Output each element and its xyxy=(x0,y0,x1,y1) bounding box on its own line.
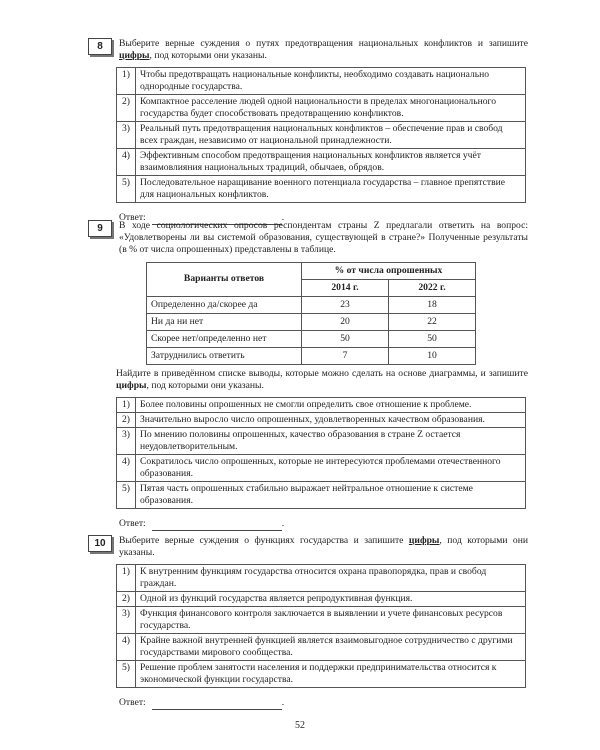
option-row: 5) Пятая часть опрошенных стабильно выражает нейтральное отношение к системе образования. xyxy=(117,481,526,508)
option-row: 1) Более половины опрошенных не смогли определить свое отношение к проблеме. xyxy=(117,397,526,412)
answer-field[interactable] xyxy=(152,697,282,710)
option-row: 1) Чтобы предотвращать национальные конфликты, необходимо создавать национально однородные государства. xyxy=(117,67,526,94)
year-2014: 2014 г. xyxy=(302,279,389,296)
option-row: 4) Эффективным способом предотвращения национальных конфликтов является учёт взаимовлияния национальных традиций, обычаев, обрядов. xyxy=(117,148,526,175)
task-9 xyxy=(88,220,528,531)
option-row: 2) Значительно выросло число опрошенных, удовлетворенных качеством образования. xyxy=(117,412,526,427)
option-row: 2) Одной из функций государства является репродуктивная функция. xyxy=(117,591,526,606)
table-row: Затруднились ответить 7 10 xyxy=(147,347,476,364)
task-8 xyxy=(88,38,528,225)
options-table xyxy=(116,397,526,509)
table-row: Ни да ни нет 20 22 xyxy=(147,313,476,330)
option-row: 4) Сократилось число опрошенных, которые не интересуются проблемами отечественного образования. xyxy=(117,454,526,481)
task-prompt: В ходе социологических опросов респондентам страны Z предлагали ответить на вопрос: «Удовлетворены ли вы системой образования, существующей в стране?» Полученные результаты (в % от числа опрошенных) представлены в таблице. xyxy=(119,220,528,255)
col-variants: Варианты ответов xyxy=(147,262,302,296)
task-prompt: Выберите верные суждения о путях предотвращения национальных конфликтов и запишите цифры, под которыми они указаны. xyxy=(119,38,528,61)
task-number: 8 xyxy=(88,38,112,55)
answer-line: Ответ: . xyxy=(119,517,285,529)
task-number: 10 xyxy=(88,535,112,552)
answer-field[interactable] xyxy=(152,518,282,531)
year-2022: 2022 г. xyxy=(389,279,476,296)
option-row: 5) Последовательное наращивание военного потенциала государства – главное препятствие для национальных конфликтов. xyxy=(117,175,526,202)
option-row: 2) Компактное расселение людей одной национальности в пределах многонационального государства будет способствовать предотвращению конфликтов. xyxy=(117,94,526,121)
page-number: 52 xyxy=(295,720,305,731)
options-table xyxy=(116,67,526,203)
option-row: 3) Функция финансового контроля заключается в выявлении и учете финансовых ресурсов государства. xyxy=(117,606,526,633)
task-10 xyxy=(88,535,528,710)
task-number: 9 xyxy=(88,220,112,237)
table-row: Скорее нет/определенно нет 50 50 xyxy=(147,330,476,347)
col-group: % от числа опрошенных xyxy=(302,262,476,279)
survey-table xyxy=(146,262,476,365)
options-table xyxy=(116,564,526,688)
option-row: 3) Реальный путь предотвращения национальных конфликтов – обеспечение прав и свобод всех граждан, независимо от национальной принадлежности. xyxy=(117,121,526,148)
table-row: Определенно да/скорее да 23 18 xyxy=(147,296,476,313)
option-row: 1) К внутренним функциям государства относится охрана правопорядка, прав и свобод граждан. xyxy=(117,564,526,591)
answer-line: Ответ: . xyxy=(119,696,285,708)
option-row: 4) Крайне важной внутренней функцией является взаимовыгодное сотрудничество с другими государствами мирового сообщества. xyxy=(117,633,526,660)
answer-line: Ответ: . xyxy=(119,211,285,223)
option-row: 3) По мнению половины опрошенных, качество образования в стране Z остается неудовлетворительным. xyxy=(117,427,526,454)
option-row: 5) Решение проблем занятости населения и поддержки предпринимательства относится к экономической функции государства. xyxy=(117,660,526,687)
task-prompt: Выберите верные суждения о функциях государства и запишите цифры, под которыми они указаны. xyxy=(119,535,528,558)
task-instruction: Найдите в приведённом списке выводы, которые можно сделать на основе диаграммы, и запишите цифры, под которыми они указаны. xyxy=(116,367,528,391)
